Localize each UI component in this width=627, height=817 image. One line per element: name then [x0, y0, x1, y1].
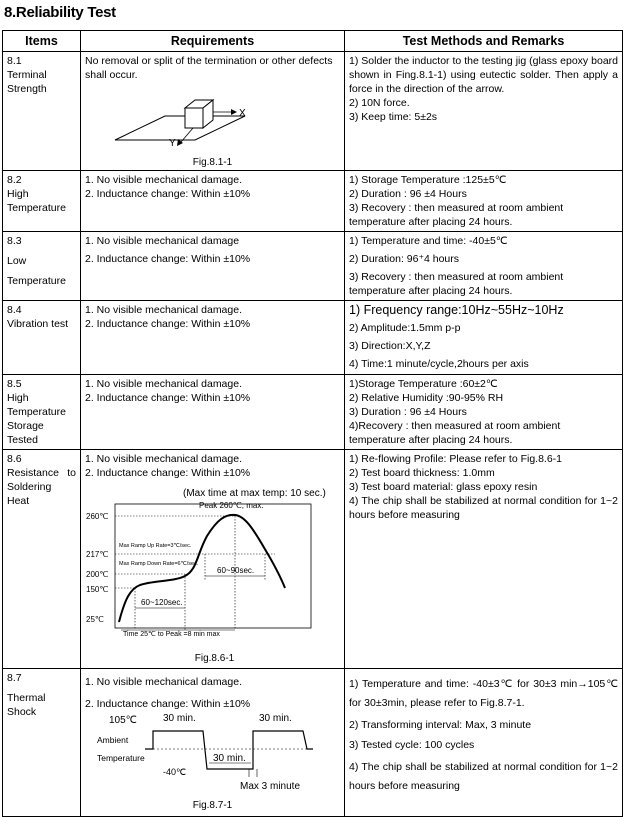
y-axis-label: Y: [169, 138, 176, 149]
method-text: 1) Temperature and time: -40±3℃ for 30±3 min→105℃ for 30±3min, please refer to Fig.8.7-1.: [349, 678, 618, 709]
table-row: [3, 301, 623, 375]
duration-30-b: 30 min.: [259, 713, 292, 724]
item-name: Resistance to: [7, 467, 76, 479]
requirement-text: 2. Inductance change: Within ±10%: [85, 253, 251, 265]
tick-25: 25℃: [86, 615, 104, 624]
method-text: 2) Transforming interval: Max, 3 minute: [349, 719, 532, 731]
methods-cell: [345, 171, 623, 232]
item-number: 8.2: [7, 174, 22, 186]
reliability-table: [2, 30, 623, 817]
requirements-cell: [81, 375, 345, 450]
methods-cell: [345, 232, 623, 301]
max-time-note: (Max time at max temp: 10 sec.): [183, 488, 326, 499]
table-row: [3, 450, 623, 669]
method-text: 3) Duration : 96 ±4 Hours: [349, 406, 467, 418]
requirements-cell: [81, 450, 345, 669]
requirement-text: 1. No visible mechanical damage.: [85, 174, 242, 186]
method-text: 1) Solder the inductor to the testing jig (glass epoxy board shown in Fing.8.1-1) using eutectic solder. Then apply a force in the direction of the arrow.: [349, 55, 618, 95]
requirements-cell: [81, 669, 345, 817]
table-row: [3, 171, 623, 232]
tick-260: 260℃: [86, 512, 109, 521]
terminal-strength-figure: [85, 86, 340, 152]
table-row: [3, 669, 623, 817]
tick-150: 150℃: [86, 585, 109, 594]
method-text: 2) Duration: 96⁺4 hours: [349, 253, 460, 265]
method-text: 2) 10N force.: [349, 97, 410, 109]
method-text: 1) Temperature and time: -40±5℃: [349, 235, 508, 247]
item-number: 8.4: [7, 304, 22, 316]
requirement-text: No removal or split of the termination or other defects shall occur.: [85, 55, 333, 81]
temp-105: 105℃: [109, 715, 137, 726]
time-to-peak-label: Time 25℃ to Peak =8 min max: [123, 631, 220, 638]
item-name: High: [7, 392, 29, 404]
method-text: 2) Test board thickness: 1.0mm: [349, 467, 495, 479]
requirement-text: 1. No visible mechanical damage.: [85, 453, 242, 465]
method-text: 3) Tested cycle: 100 cycles: [349, 739, 475, 751]
item-cell: [3, 52, 81, 171]
tick-217: 217℃: [86, 550, 109, 559]
page-title: 8.Reliability Test: [4, 4, 116, 21]
item-name: Temperature: [7, 275, 66, 287]
method-text: 4) The chip shall be stabilized at normal condition for 1~2 hours before measuring: [349, 495, 618, 521]
item-cell: [3, 669, 81, 817]
temp-minus-40: -40℃: [163, 767, 187, 777]
requirement-text: 1. No visible mechanical damage.: [85, 378, 242, 390]
requirements-cell: [81, 232, 345, 301]
item-name: Strength: [7, 83, 47, 95]
duration-30-a: 30 min.: [163, 713, 196, 724]
item-name: High: [7, 188, 29, 200]
requirements-cell: [81, 52, 345, 171]
tick-200: 200℃: [86, 570, 109, 579]
method-text: 3) Test board material: glass epoxy resin: [349, 481, 538, 493]
figure-caption: Fig.8.1-1: [192, 157, 233, 168]
method-text: 1)Storage Temperature :60±2℃: [349, 378, 498, 390]
method-text: 2) Duration : 96 ±4 Hours: [349, 188, 467, 200]
x-axis-label: X: [239, 108, 246, 119]
requirement-text: 2. Inductance change: Within ±10%: [85, 318, 251, 330]
table-row: [3, 375, 623, 450]
item-name: Vibration test: [7, 318, 69, 330]
temperature-label: Temperature: [97, 753, 145, 763]
method-text: 3) Direction:X,Y,Z: [349, 340, 431, 352]
methods-cell: [345, 301, 623, 375]
header-methods: Test Methods and Remarks: [345, 31, 623, 52]
method-text: 1) Storage Temperature :125±5℃: [349, 174, 507, 186]
figure-caption: Fig.8.7-1: [192, 800, 233, 811]
item-cell: [3, 171, 81, 232]
requirement-text: 2. Inductance change: Within ±10%: [85, 467, 251, 479]
item-number: 8.3: [7, 235, 22, 247]
duration-60-90: 60~90sec.: [217, 566, 255, 575]
methods-cell: [345, 375, 623, 450]
ambient-label: Ambient: [97, 735, 129, 745]
duration-30-c: 30 min.: [213, 753, 246, 764]
method-text: 1) Frequency range:10Hz~55Hz~10Hz: [349, 303, 564, 317]
method-text: 4)Recovery : then measured at room ambient temperature after placing 24 hours.: [349, 420, 561, 446]
item-cell: [3, 301, 81, 375]
methods-cell: [345, 52, 623, 171]
header-items: Items: [3, 31, 81, 52]
ramp-up-label: Max Ramp Up Rate=3℃/sec.: [119, 543, 192, 549]
requirement-text: 2. Inductance change: Within ±10%: [85, 698, 251, 710]
thermal-shock-diagram: [85, 711, 340, 795]
method-text: 4) Time:1 minute/cycle,2hours per axis: [349, 358, 529, 370]
item-name: Low: [7, 255, 27, 267]
method-text: 3) Keep time: 5±2s: [349, 111, 438, 123]
method-text: 2) Relative Humidity :90-95% RH: [349, 392, 504, 404]
item-name: Temperature: [7, 406, 66, 418]
requirement-text: 1. No visible mechanical damage: [85, 235, 240, 247]
requirement-text: 1. No visible mechanical damage.: [85, 304, 242, 316]
item-name: Soldering Heat: [7, 481, 52, 507]
table-row: [3, 232, 623, 301]
item-number: 8.5: [7, 378, 22, 390]
requirement-text: 1. No visible mechanical damage.: [85, 676, 242, 688]
header-requirements: Requirements: [81, 31, 345, 52]
methods-cell: [345, 669, 623, 817]
ramp-down-label: Max Ramp Down Rate=6℃/sec.: [119, 561, 199, 567]
header-row: [3, 31, 623, 52]
item-name: Thermal Shock: [7, 692, 46, 718]
peak-label: Peak 260℃, max.: [199, 501, 264, 510]
requirement-text: 2. Inductance change: Within ±10%: [85, 188, 251, 200]
item-number: 8.6: [7, 453, 22, 465]
requirements-cell: [81, 301, 345, 375]
item-cell: [3, 232, 81, 301]
method-text: 4) The chip shall be stabilized at normal condition for 1~2 hours before measuring: [349, 761, 618, 792]
reflow-profile-chart: [85, 484, 347, 644]
item-number: 8.7: [7, 672, 22, 684]
table-row: [3, 52, 623, 171]
max-3-minute-label: Max 3 minute: [240, 781, 301, 792]
method-text: 3) Recovery : then measured at room ambient temperature after placing 24 hours.: [349, 202, 564, 228]
item-name: Temperature: [7, 202, 66, 214]
figure-caption: Fig.8.6-1: [194, 653, 235, 664]
item-name: Terminal: [7, 69, 47, 81]
requirement-text: 2. Inductance change: Within ±10%: [85, 392, 251, 404]
item-name: Storage Tested: [7, 420, 44, 446]
item-number: 8.1: [7, 55, 22, 67]
duration-60-120: 60~120sec.: [141, 598, 183, 607]
method-text: 1) Re-flowing Profile: Please refer to Fig.8.6-1: [349, 453, 563, 465]
item-cell: [3, 450, 81, 669]
requirements-cell: [81, 171, 345, 232]
method-text: 2) Amplitude:1.5mm p-p: [349, 322, 461, 334]
methods-cell: [345, 450, 623, 669]
item-cell: [3, 375, 81, 450]
method-text: 3) Recovery : then measured at room ambient temperature after placing 24 hours.: [349, 271, 564, 297]
